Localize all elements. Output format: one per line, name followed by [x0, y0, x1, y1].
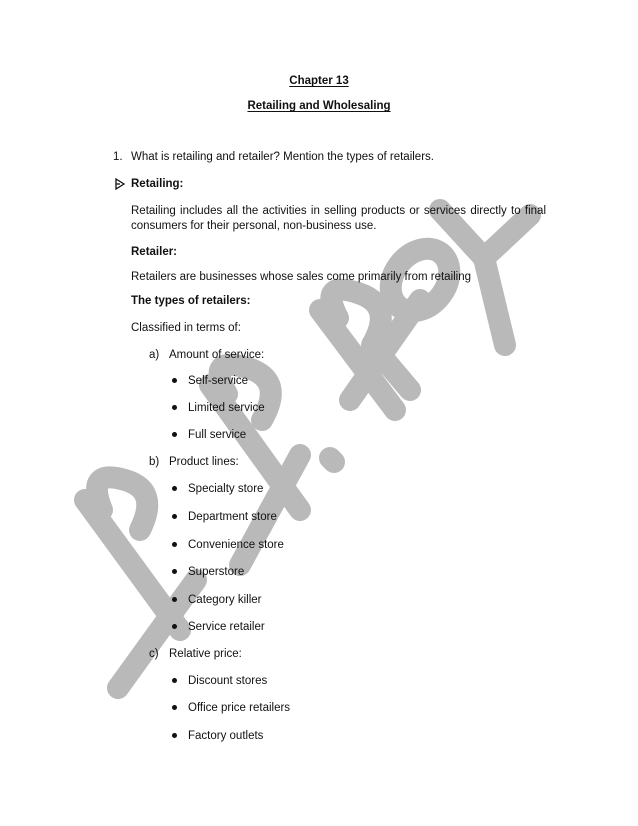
- bullet-icon: [172, 542, 177, 547]
- chapter-title: Chapter 13: [289, 75, 349, 87]
- bullet-icon: [172, 597, 177, 602]
- list-item: Full service: [188, 429, 247, 441]
- retailer-definition: Retailers are businesses whose sales come primarily from retailing: [131, 271, 472, 283]
- types-intro: Classified in terms of:: [131, 322, 241, 334]
- types-heading: The types of retailers:: [131, 295, 251, 307]
- list-item: Department store: [188, 511, 277, 523]
- group-label-amount-of-service: Amount of service:: [169, 349, 265, 361]
- list-item: Factory outlets: [188, 730, 264, 742]
- list-item: Specialty store: [188, 483, 264, 495]
- bullet-icon: [172, 432, 177, 437]
- list-item: Office price retailers: [188, 702, 291, 714]
- retailing-definition-line1: Retailing includes all the activities in selling products or services directly to final: [131, 205, 546, 217]
- group-label-product-lines: Product lines:: [169, 456, 239, 468]
- bullet-icon: [172, 514, 177, 519]
- bullet-icon: [172, 624, 177, 629]
- arrow-bullet-icon: [115, 178, 125, 190]
- bullet-icon: [172, 678, 177, 683]
- question-text: What is retailing and retailer? Mention the types of retailers.: [131, 151, 434, 163]
- question-number: 1.: [113, 151, 123, 163]
- list-item: Convenience store: [188, 539, 284, 551]
- list-item: Discount stores: [188, 675, 268, 687]
- bullet-icon: [172, 705, 177, 710]
- retailing-heading: Retailing:: [131, 178, 184, 190]
- group-marker-c: c): [149, 648, 159, 660]
- list-item: Service retailer: [188, 621, 265, 633]
- group-marker-a: a): [149, 349, 160, 361]
- bullet-icon: [172, 486, 177, 491]
- bullet-icon: [172, 405, 177, 410]
- bullet-icon: [172, 569, 177, 574]
- list-item: Category killer: [188, 594, 262, 606]
- list-item: Superstore: [188, 566, 245, 578]
- chapter-subtitle: Retailing and Wholesaling: [247, 100, 391, 112]
- bullet-icon: [172, 733, 177, 738]
- retailing-definition: [131, 204, 546, 234]
- group-label-relative-price: Relative price:: [169, 648, 242, 660]
- group-marker-b: b): [149, 456, 160, 468]
- retailing-definition-line2: consumers for their personal, non-business use.: [131, 220, 377, 232]
- retailer-heading: Retailer:: [131, 246, 178, 258]
- list-item: Limited service: [188, 402, 265, 414]
- bullet-icon: [172, 378, 177, 383]
- list-item: Self-service: [188, 375, 249, 387]
